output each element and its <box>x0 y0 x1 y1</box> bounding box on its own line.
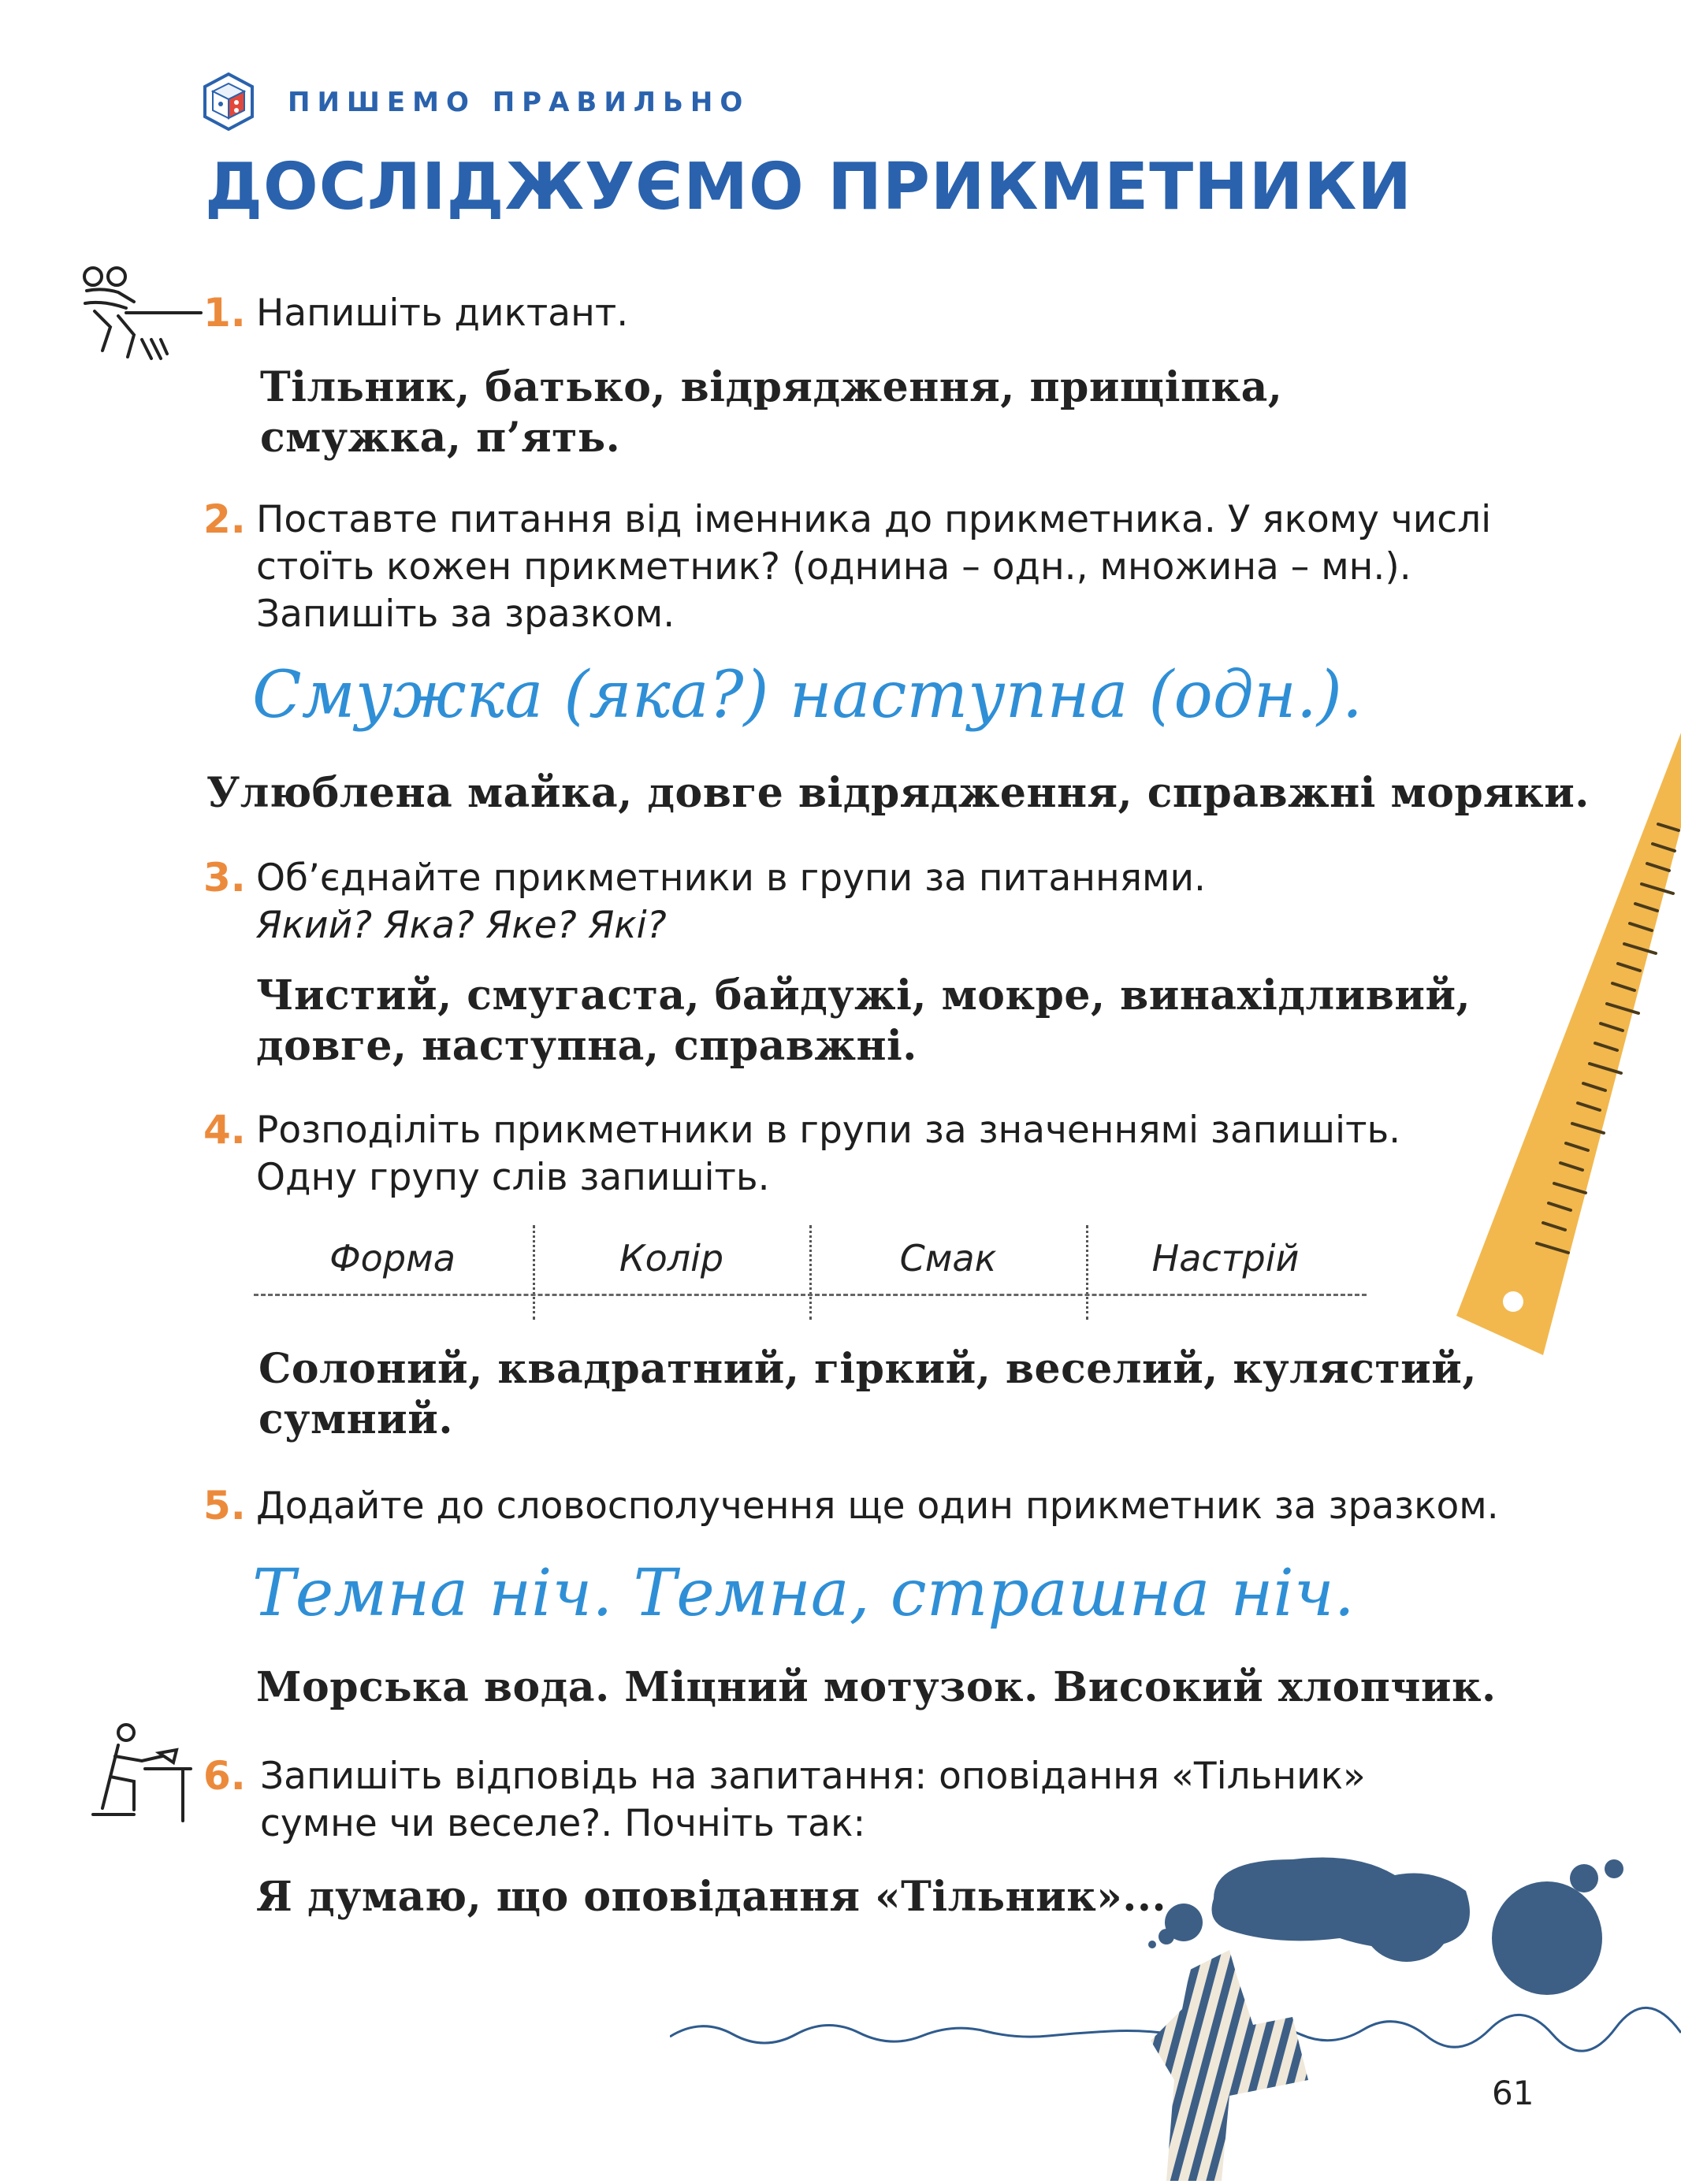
task-2-content <box>206 768 1590 819</box>
instruction-line: Запишіть відповідь на запитання: оповідання «Тільник» <box>260 1755 1366 1798</box>
task-2-example: Смужка (яка?) наступна (одн.). <box>252 658 1363 733</box>
instruction-line: Одну групу слів запишіть. <box>256 1156 770 1199</box>
content-line: сумний. <box>258 1395 453 1443</box>
task-1-number: 1. <box>203 290 246 336</box>
task-5-number: 5. <box>203 1483 246 1528</box>
task-1-dictation <box>260 362 1282 463</box>
task-2-instructions <box>256 496 1491 638</box>
task-6-number: 6. <box>203 1753 246 1799</box>
instruction-line: Поставте питання від іменника до прикметника. У якому числі <box>256 498 1492 541</box>
table-divider <box>809 1225 812 1320</box>
task-6-content <box>256 1872 1166 1922</box>
page-number: 61 <box>1492 2074 1534 2112</box>
ruler-illustration <box>1450 733 1681 1363</box>
student-writing-icon <box>87 1722 193 1824</box>
task-1-instructions <box>256 290 628 337</box>
task-4-content <box>258 1344 1477 1445</box>
task-2-number: 2. <box>203 496 246 542</box>
table-header-cell: Смак <box>899 1237 997 1280</box>
instruction-line: Об’єднайте прикметники в групи за питаннями. <box>256 856 1206 900</box>
task-3-instructions <box>256 855 1206 949</box>
task-3-content <box>256 971 1471 1072</box>
page-title: ДОСЛІДЖУЄМО ПРИКМЕТНИКИ <box>205 150 1413 225</box>
table-header-cell: Колір <box>619 1237 724 1280</box>
table-header-cell: Настрій <box>1151 1237 1300 1280</box>
task-5-example: Темна ніч. Темна, страшна ніч. <box>252 1556 1355 1631</box>
instruction-line: Додайте до словосполучення ще один прикметник за зразком. <box>256 1484 1499 1528</box>
dictation-line: смужка, п’ять. <box>260 414 621 462</box>
instruction-line: Напишіть диктант. <box>256 292 629 335</box>
content-line: довге, наступна, справжні. <box>256 1022 917 1070</box>
table-header-cell: Форма <box>329 1237 456 1280</box>
instruction-line: сумне чи веселе?. Почніть так: <box>260 1802 866 1845</box>
content-line: Я думаю, що оповідання «Тільник»... <box>256 1873 1167 1921</box>
content-line: Морська вода. Міцний мотузок. Високий хлопчик. <box>256 1663 1497 1711</box>
task-3-number: 3. <box>203 855 246 901</box>
dictation-line: Тільник, батько, відрядження, прищіпка, <box>260 363 1283 411</box>
tug-of-war-icon <box>79 264 205 366</box>
task-4-number: 4. <box>203 1107 246 1153</box>
table-underline <box>254 1294 1367 1296</box>
striped-shirt-illustration <box>1135 1844 1647 2181</box>
instruction-line: Розподіліть прикметники в групи за значеннямі запишіть. <box>256 1109 1401 1152</box>
instruction-line: Запишіть за зразком. <box>256 592 675 636</box>
table-divider <box>1086 1225 1088 1320</box>
task-5-content <box>256 1662 1497 1713</box>
content-line: Чистий, смугаста, байдужі, мокре, винахідливий, <box>256 971 1471 1020</box>
content-line: Солоний, квадратний, гіркий, веселий, кулястий, <box>258 1345 1477 1393</box>
task-5-instructions <box>256 1483 1499 1530</box>
question-list: Який? Яка? Яке? Які? <box>256 904 667 947</box>
section-label: ПИШЕМО ПРАВИЛЬНО <box>288 87 750 118</box>
table-divider <box>533 1225 535 1320</box>
content-line: Улюблена майка, довге відрядження, справжні моряки. <box>206 769 1590 817</box>
task-6-instructions <box>260 1753 1366 1848</box>
dice-icon <box>202 72 255 131</box>
instruction-line: стоїть кожен прикметник? (однина – одн., множина – мн.). <box>256 545 1411 589</box>
task-4-instructions <box>256 1107 1400 1202</box>
